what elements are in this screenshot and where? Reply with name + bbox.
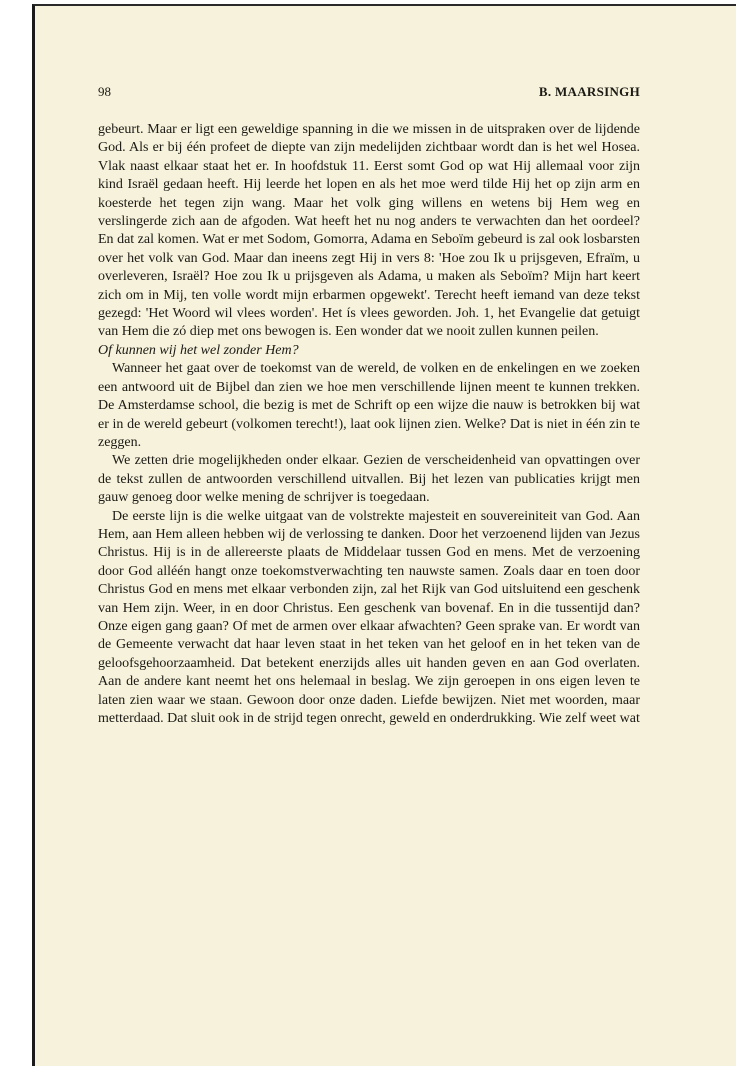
running-author: B. MAARSINGH [538, 84, 640, 99]
paragraph-2: Wanneer het gaat over de toekomst van de wereld, de volken en de enkelingen en we zoeken een antwoord uit de Bijbel dan zien we hoe men verschillende lijnen meent te kunnen trekken. De Amsterdamse school, die bezig is met de Schrift op een wijze die nauw is betrokken bij wat er in de wereld gebeurt (volkomen terecht!), laat ook lijnen zien. Welke? Dat is niet in één zin te zeggen. [98, 361, 640, 450]
paragraph-4: De eerste lijn is die welke uitgaat van de volstrekte majesteit en souvereiniteit van God. Aan Hem, aan Hem alleen hebben wij de verlossing te danken. Door het verzoenend lijden van Jezus Christus. Hij is in de allereerste plaats de Middelaar tussen God en mens. Met de verzoening door God alléén hangt onze toekomstverwachting ten nauwste samen. Zoals daar en toen door Christus God en mens met elkaar verbonden zijn, zal het Rijk van God uitsluitend een geschenk van Hem zijn. Weer, in en door Christus. Een geschenk van bovenaf. En in die tussentijd dan? Onze eigen gang gaan? Of met de armen over elkaar afwachten? Geen sprake van. Er wordt van de Gemeente verwacht dat haar leven staat in het teken van het geloof en in het teken van de geloofsgehoorzaamheid. Dat betekent enerzijds alles uit handen geven en aan God overlaten. Aan de andere kant neemt het ons helemaal in beslag. We zijn geroepen in ons eigen leven te laten zien waar we staan. Gewoon door onze daden. Liefde bewijzen. Niet met woorden, maar metterdaad. Dat sluit ook in de strijd tegen onrecht, geweld en onderdrukking. Wie zelf weet wat [98, 508, 640, 726]
paragraph-3: We zetten drie mogelijkheden onder elkaar. Gezien de verscheidenheid van opvattingen over de tekst zullen de antwoorden verschillend uitvallen. Bij het lezen van publicaties krijgt men gauw genoeg door welke mening de schrijver is toegedaan. [98, 453, 640, 506]
page-number: 98 [98, 84, 111, 99]
page-body [98, 121, 640, 728]
section-heading: Of kunnen wij het wel zonder Hem? [98, 342, 299, 358]
paragraph-1: gebeurt. Maar er ligt een geweldige spanning in die we missen in de uitspraken over de lijdende God. Als er bij één profeet de diepte van zijn medelijden zichtbaar wordt dan is het wel Hosea. Vlak naast elkaar staat het er. In hoofdstuk 11. Eerst somt God op wat Hij allemaal voor zijn kind Israël gedaan heeft. Hij leerde het lopen en als het moe werd tilde Hij het op zijn arm en koesterde het tegen zijn wang. Maar het volk ging willens en wetens bij Hem weg en verslingerde zich aan de afgoden. Wat heeft het nu nog anders te verwachten dan het oordeel? En dat zal komen. Wat er met Sodom, Gomorra, Adama en Seboïm gebeurd is zal ook losbarsten over het volk van God. Maar dan ineens zegt Hij in vers 8: 'Hoe zou Ik u prijsgeven, Efraïm, u overleveren, Israël? Hoe zou Ik u prijsgeven als Adama, u maken als Seboïm? Mijn hart keert zich om in Mij, ten volle wordt mijn erbarmen opgewekt'. Terecht heeft iemand van deze tekst gezegd: 'Het Woord wil vlees worden'. Het ís vlees geworden. Joh. 1, het Evangelie dat getuigt van Hem die zó diep met ons bewogen is. Een wonder dat we nooit zullen kunnen peilen. [98, 122, 640, 340]
